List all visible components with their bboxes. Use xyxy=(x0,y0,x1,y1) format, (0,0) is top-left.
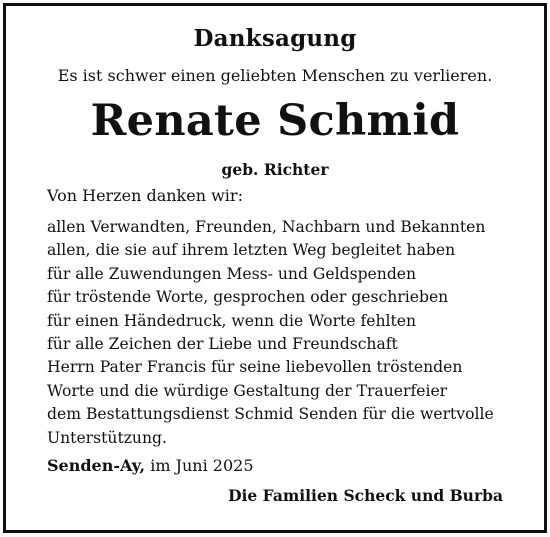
thanks-line: für alle Zeichen der Liebe und Freundschaft xyxy=(47,335,398,354)
thanks-line: für einen Händedruck, wenn die Worte fehlten xyxy=(47,311,417,330)
birth-name: geb. Richter xyxy=(221,160,329,179)
place: Senden-Ay, xyxy=(47,456,146,475)
thanks-line: für alle Zuwendungen Mess- und Geldspenden xyxy=(47,264,417,283)
thanks-line: allen, die sie auf ihrem letzten Weg begleitet haben xyxy=(47,241,456,260)
thanks-list xyxy=(47,216,494,450)
thanks-intro: Von Herzen danken wir: xyxy=(47,186,243,205)
thanks-line: allen Verwandten, Freunden, Nachbarn und Bekannten xyxy=(47,218,486,236)
signature: Die Familien Scheck und Burba xyxy=(228,486,503,505)
deceased-name: Renate Schmid xyxy=(90,96,460,146)
notice-motto: Es ist schwer einen geliebten Menschen zu verlieren. xyxy=(57,66,493,85)
thanks-line: Herrn Pater Francis für seine liebevollen tröstenden xyxy=(47,358,463,377)
date: im Juni 2025 xyxy=(145,456,254,475)
thanks-line: für tröstende Worte, gesprochen oder geschrieben xyxy=(47,288,449,307)
notice-title: Danksagung xyxy=(193,25,357,52)
thanks-line: Worte und die würdige Gestaltung der Trauerfeier xyxy=(47,381,448,400)
thanks-line: Unterstützung. xyxy=(47,428,167,447)
place-and-date xyxy=(47,456,254,475)
thanks-line: dem Bestattungsdienst Schmid Senden für die wertvolle xyxy=(47,405,494,424)
